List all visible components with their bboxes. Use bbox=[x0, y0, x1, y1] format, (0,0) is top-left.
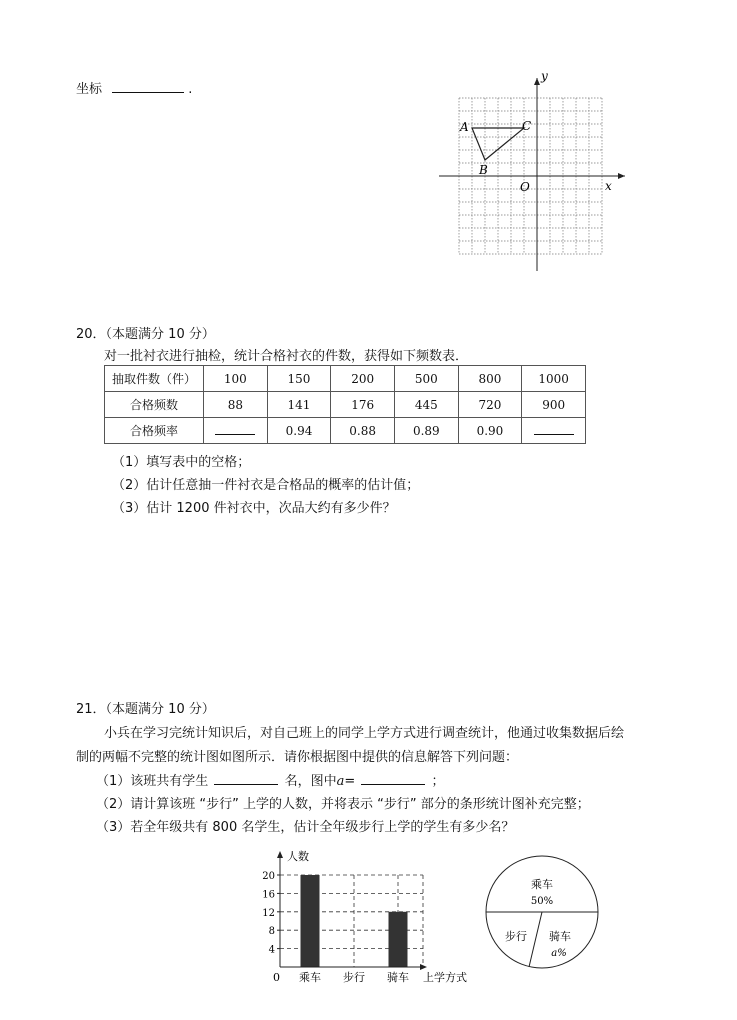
q21-sub3: （3）若全年级共有 800 名学生，估计全年级步行上学的学生有多少名？ bbox=[96, 820, 515, 835]
q21-sub1-var: a bbox=[336, 774, 345, 789]
table-cell: 176 bbox=[331, 392, 395, 418]
bar-2 bbox=[389, 912, 408, 967]
category-label: 步行 bbox=[343, 971, 365, 984]
bar-chart-categories bbox=[299, 970, 409, 984]
answer-blank[interactable] bbox=[215, 424, 255, 435]
answer-blank[interactable] bbox=[534, 424, 574, 435]
pie-slice-walk-label: 步行 bbox=[505, 930, 527, 943]
pie-chart bbox=[485, 852, 605, 972]
x-axis-label: x bbox=[605, 179, 612, 193]
q20-intro: 对一批衬衣进行抽检，统计合格衬衣的件数，获得如下频数表． bbox=[104, 349, 469, 364]
bar-x-axis-arrow-icon bbox=[420, 964, 427, 970]
y-tick-label: 20 bbox=[262, 871, 275, 882]
q21-sub1-text-b: 名，图中 bbox=[284, 774, 337, 789]
table-cell: 0.89 bbox=[394, 418, 458, 444]
table-cell: 445 bbox=[394, 392, 458, 418]
q20-sub3: （3）估计 1200 件衬衣中，次品大约有多少件？ bbox=[112, 501, 396, 516]
table-cell-blank[interactable] bbox=[204, 418, 268, 444]
table-cell: 0.90 bbox=[458, 418, 522, 444]
pie-slice-bike-value: a% bbox=[551, 948, 567, 959]
y-tick-label: 16 bbox=[262, 889, 275, 901]
x-axis-arrow-icon bbox=[618, 173, 625, 179]
point-c-label: C bbox=[522, 119, 532, 133]
table-row-header: 合格频数 bbox=[105, 392, 204, 418]
y-tick-label: 8 bbox=[268, 926, 275, 938]
table-cell: 800 bbox=[458, 366, 522, 392]
q19-answer-blank[interactable] bbox=[112, 80, 184, 93]
pie-slice-ride-value: 50% bbox=[530, 896, 554, 907]
table-row bbox=[105, 392, 586, 418]
category-label: 骑车 bbox=[387, 971, 409, 984]
table-cell: 0.94 bbox=[267, 418, 331, 444]
point-a-label: A bbox=[460, 120, 469, 134]
q20-sub2: （2）估计任意抽一件衬衣是合格品的概率的估计值； bbox=[112, 478, 420, 493]
q20-heading bbox=[76, 323, 215, 342]
bar-chart-y-ticks bbox=[262, 871, 280, 956]
q21-sub2: （2）请计算该班 “步行” 上学的人数，并将表示 “步行” 部分的条形统计图补充完整； bbox=[96, 797, 590, 812]
table-cell: 88 bbox=[204, 392, 268, 418]
table-cell: 0.88 bbox=[331, 418, 395, 444]
point-b-label: B bbox=[479, 163, 488, 177]
pie-slice-ride-label: 乘车 bbox=[531, 878, 553, 891]
q21-number: 21． bbox=[76, 702, 106, 717]
bar-0 bbox=[301, 875, 320, 967]
bar-chart bbox=[255, 845, 485, 990]
q21-sub1-text-a: （1）该班共有学生 bbox=[96, 774, 209, 789]
category-label: 乘车 bbox=[299, 971, 321, 984]
q21-sub1-eq: = bbox=[344, 774, 356, 789]
origin-label: O bbox=[520, 180, 530, 194]
q21-heading bbox=[76, 698, 215, 717]
bar-xlabel: 上学方式 bbox=[423, 971, 467, 984]
q19-coordinate-grid bbox=[435, 68, 635, 278]
y-axis-arrow-icon bbox=[534, 78, 540, 85]
student-count-blank[interactable] bbox=[214, 772, 278, 785]
table-cell: 200 bbox=[331, 366, 395, 392]
q20-sub1: （1）填写表中的空格； bbox=[112, 455, 251, 470]
table-cell: 720 bbox=[458, 392, 522, 418]
table-cell: 500 bbox=[394, 366, 458, 392]
y-tick-label: 12 bbox=[262, 907, 275, 919]
q19-period: . bbox=[188, 82, 193, 97]
y-tick-label: 4 bbox=[268, 944, 275, 956]
table-cell: 100 bbox=[204, 366, 268, 392]
pie-slice-bike-label: 骑车 bbox=[549, 930, 571, 943]
bar-y-axis-arrow-icon bbox=[277, 851, 283, 858]
q21-sub1 bbox=[96, 770, 445, 789]
table-cell: 1000 bbox=[522, 366, 586, 392]
table-row bbox=[105, 418, 586, 444]
table-row-header: 合格频率 bbox=[105, 418, 204, 444]
frequency-table bbox=[104, 365, 586, 444]
table-cell: 900 bbox=[522, 392, 586, 418]
q21-sub1-end: ； bbox=[431, 774, 445, 789]
q21-intro-line1: 小兵在学习完统计知识后，对自己班上的同学上学方式进行调查统计，他通过收集数据后绘 bbox=[104, 726, 625, 741]
table-cell-blank[interactable] bbox=[522, 418, 586, 444]
a-value-blank[interactable] bbox=[361, 772, 425, 785]
y-axis-label: y bbox=[541, 69, 548, 83]
q20-number: 20． bbox=[76, 327, 106, 342]
table-cell: 150 bbox=[267, 366, 331, 392]
q20-score: （本题满分 10 分） bbox=[105, 327, 215, 342]
bar-origin-label: 0 bbox=[273, 971, 280, 984]
q19-coord-prefix: 坐标 bbox=[76, 82, 103, 97]
table-row bbox=[105, 366, 586, 392]
q21-intro-line2: 制的两幅不完整的统计图如图所示．请你根据图中提供的信息解答下列问题： bbox=[76, 750, 519, 765]
table-cell: 141 bbox=[267, 392, 331, 418]
table-row-header: 抽取件数（件） bbox=[105, 366, 204, 392]
q19-coordinate-line bbox=[76, 78, 192, 97]
bar-ylabel: 人数 bbox=[287, 850, 309, 863]
q21-score: （本题满分 10 分） bbox=[105, 702, 215, 717]
